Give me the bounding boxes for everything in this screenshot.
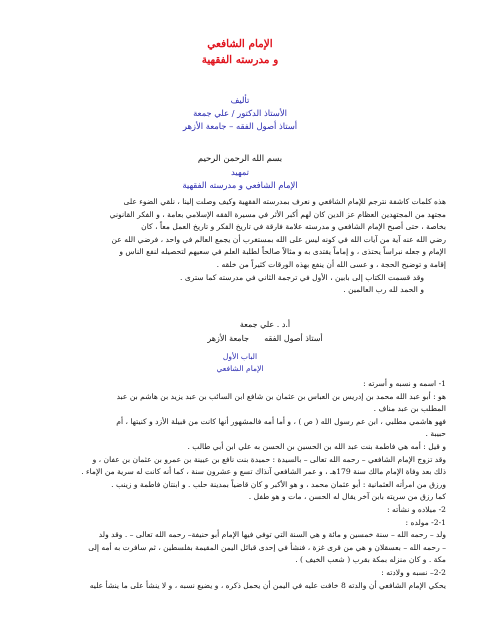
intro-line: رضي الله عنه آية من آيات الله في كونه ليس على الله بمستغرب أن يجمع العالم في واحد ، فرضي الله عن xyxy=(111,234,446,244)
chapter-line: يحكي الإمام الشافعي أن والدته 8 خافت عليه في اليمن أن يحمل ذكره ، و يضيع نسبه ، و لا ينشأ على ما ينشأ عليه xyxy=(89,580,446,590)
intro-line: الإمام و جعله نبراساً يحتذى ، و إماماً يقتدى به و مثالاً صالحاً لطلبة العلم في سعيهم لتحصيله لنفع الناس و xyxy=(119,247,446,257)
chapter-line: ولد – رحمه الله – سنة خمسين و مائة و هي السنة التي توفي فيها الإمام أبو حنيفة– رحمه الله تعالى – . وقد ولد xyxy=(98,530,446,540)
chapter-heading: الباب الأول xyxy=(222,352,258,361)
chapter-line: 2- ميلاده و نشأته : xyxy=(387,504,446,514)
basmala: بسم الله الرحمن الرحيم xyxy=(197,153,283,163)
title-line-2: و مدرسته الفقهية xyxy=(201,54,279,66)
author-position: أستاذ أصول الفقه – جامعة الأزهر xyxy=(182,121,298,131)
intro-line: وقد قسمت الكتاب إلى بابين ، الأول في ترجمة الثاني في مدرسته كما سترى . xyxy=(180,272,424,282)
chapter-line: فهو هاشمي مطلبي ، ابن عم رسول الله ( ص ) ، و أما أمه فالمشهور أنها كانت من قبيلة الأزد و كنيتها ، أم xyxy=(116,416,446,426)
signature-name: أ.د . علي جمعة xyxy=(239,320,291,329)
author-name: الأستاذ الدكتور / علي جمعة xyxy=(193,108,287,118)
chapter-line: 2-2– نسبه و ولادته : xyxy=(381,567,446,577)
chapter-line: هو : أبو عبد الله محمد بن إدريس بن العباس بن عثمان بن شافع ابن السائب بن عبد يزيد بن هاشم بن عبد xyxy=(116,391,446,401)
chapter-line: ذلك بعد وفاة الإمام مالك سنة 179هـ ، و عمر الشافعي آنذاك تسع و عشرون سنة ، كما أنه كانت له سرية من الإماء . xyxy=(81,467,446,477)
tamheed-heading: تمهيد xyxy=(231,167,249,177)
title-line-1: الإمام الشافعي xyxy=(207,38,273,50)
intro-text xyxy=(30,196,446,297)
intro-line: مجتهد من المجتهدين العظام عز الدين كان لهم أكبر الأثر في مسيرة الفقه الإسلامي بعامة ، و الفكر القانوني xyxy=(109,209,446,219)
intro-line: و الحمد لله رب العالمين . xyxy=(343,285,424,295)
chapter-line: مكة . و كان منزله بمكة بقرب ( شعب الخيف ) . xyxy=(295,555,446,565)
intro-line: بخاصة ، حتى أصبح الإمام الشافعي و مدرسته علامة فارقة في تاريخ الفكر و تاريخ العمل معاً ، كان xyxy=(141,222,446,232)
chapter-line: وقد تزوج الإمام الشافعي – رحمه الله تعالى – بالسيدة : حميدة بنت نافع بن عيينة بن عمرو بن عثمان بن عفان ، و xyxy=(92,454,446,464)
chapter-text xyxy=(30,378,446,592)
tamheed-subheading: الإمام الشافعي و مدرسته الفقهية xyxy=(182,180,298,190)
chapter-line: 2-1- مولده : xyxy=(405,517,446,527)
author-label: تأليف xyxy=(230,95,250,105)
chapter-line: و قيل : أمه هي فاطمة بنت عبد الله بن الحسين بن الحسن به علي ابن أبي طالب . xyxy=(187,441,446,451)
chapter-line: – رحمه الله – بعسقلان و هي من قرى غزة ، فنشأ في إحدى قبائل اليمن المقيمة بفلسطين ، ثم سافرت به أمه إلى xyxy=(88,542,446,552)
signature-position: أستاذ أصول الفقه جامعة الأزهر xyxy=(207,334,323,343)
chapter-line: حبيبة . xyxy=(425,429,446,439)
chapter-subheading: الإمام الشافعي xyxy=(216,364,264,373)
intro-line: إقامة و توضيح الحجة ، و عسى الله أن ينفع بهذه الورقات كثيراً من خلقه . xyxy=(216,259,446,269)
chapter-line: ورزق من امرأته العثمانية : أبو عثمان محمد ، و هو الأكبر و كان قاضياً بمدينة حلب . و ابنتان فاطمة و زينب . xyxy=(111,479,446,489)
chapter-line: كما رزق من سريته بابن آخر يقال له الحسن ، مات و هو طفل . xyxy=(248,492,446,502)
chapter-line: المطلب بن عبد مناف . xyxy=(373,404,446,414)
intro-line: هذه كلمات كاشفة نترجم للإمام الشافعي و نعرف بمدرسته الفقهية وكيف وصلت إلينا ، نلقي الضوء على xyxy=(123,197,446,206)
chapter-line: 1- اسمه و نسبه و أسرته : xyxy=(363,379,446,388)
